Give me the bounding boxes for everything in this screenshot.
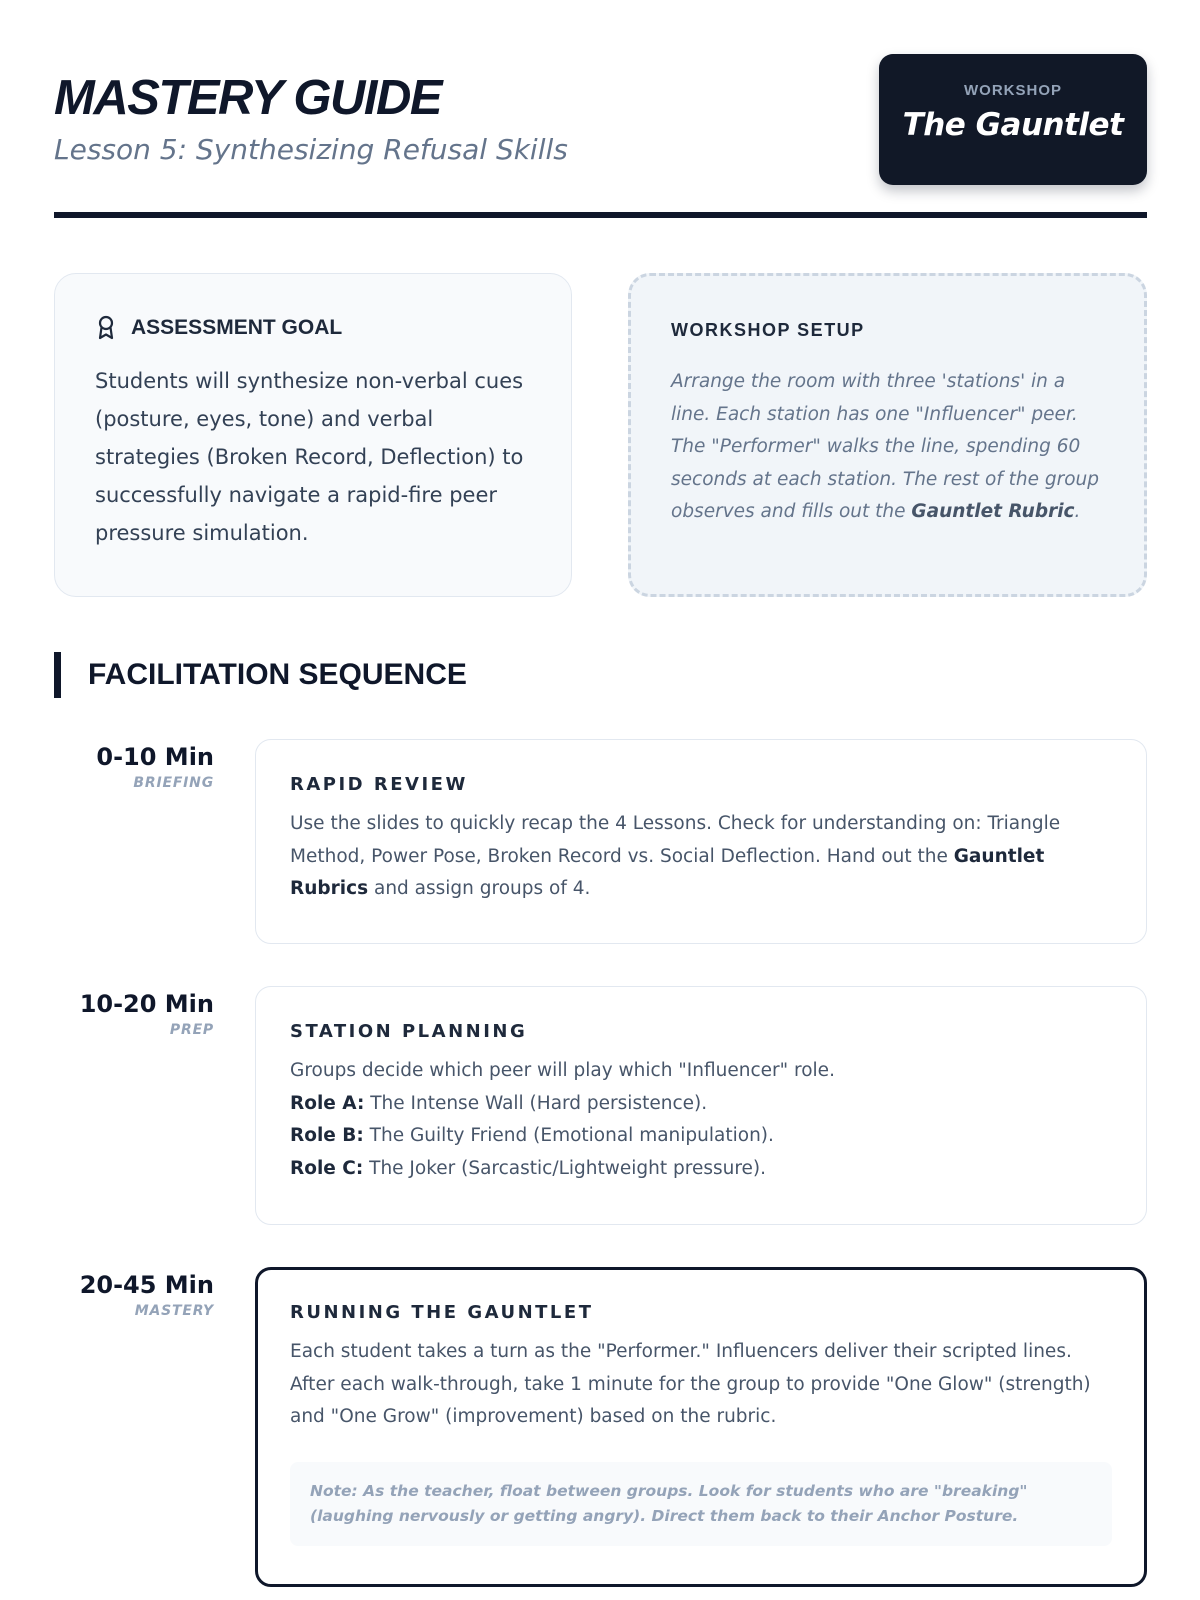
- step-tag: MASTERY: [134, 1303, 214, 1319]
- assessment-goal-label: ASSESSMENT GOAL: [131, 316, 343, 339]
- section-heading: FACILITATION SEQUENCE: [54, 652, 467, 698]
- step-card-rapid-review: [255, 739, 1147, 944]
- step-title: STATION PLANNING: [290, 1021, 528, 1042]
- badge-title: The Gauntlet: [902, 107, 1124, 143]
- role-b-label: Role B:: [290, 1125, 364, 1146]
- step-title: RUNNING THE GAUNTLET: [290, 1302, 594, 1323]
- role-c-text: The Joker (Sarcastic/Lightweight pressure).: [363, 1157, 767, 1179]
- step-card-station-planning: [255, 986, 1147, 1225]
- setup-text-end: .: [1074, 501, 1081, 522]
- page-title: MASTERY GUIDE: [54, 71, 442, 125]
- role-a: [290, 1088, 1112, 1121]
- step-time-block: [44, 988, 214, 1038]
- step-tag: PREP: [169, 1022, 214, 1038]
- step-title: RAPID REVIEW: [290, 774, 468, 795]
- step-body-text: Use the slides to quickly recap the 4 Lessons. Check for understanding on: Triangle Method, Power Pose, Broken Record vs. Social Deflection. Hand out the: [290, 813, 1061, 867]
- page-subtitle: Lesson 5: Synthesizing Refusal Skills: [54, 133, 568, 166]
- assessment-goal-card: [54, 273, 572, 597]
- step-intro: Groups decide which peer will play which "Influencer" role.: [290, 1060, 835, 1081]
- ribbon-icon: [95, 315, 117, 341]
- page: [54, 0, 1147, 1525]
- role-a-text: The Intense Wall (Hard persistence).: [364, 1092, 708, 1114]
- role-c-label: Role C:: [290, 1157, 364, 1179]
- assessment-goal-text: Students will synthesize non-verbal cues (posture, eyes, tone) and verbal strategies (Broken Record, Deflection) to successfully navigate a rapid-fire peer pressure simulation.: [95, 369, 524, 545]
- workshop-badge: [879, 54, 1147, 185]
- step-body-end: and assign groups of 4.: [368, 878, 591, 899]
- step-time: 20-45 Min: [79, 1271, 214, 1299]
- step-body: [290, 808, 1112, 906]
- assessment-goal-header: [95, 310, 531, 346]
- setup-text-main: Arrange the room with three 'stations' in a line. Each station has one "Influencer" peer. The "Performer" walks the line, spending 60 seconds at each station. The rest of the group observes and fills out the: [671, 371, 1100, 522]
- workshop-setup-text: [671, 366, 1104, 529]
- badge-kicker: WORKSHOP: [964, 82, 1062, 99]
- role-a-label: Role A:: [290, 1092, 365, 1114]
- setup-text-rubric: Gauntlet Rubric: [911, 501, 1075, 522]
- role-b-text: The Guilty Friend (Emotional manipulation).: [363, 1125, 774, 1146]
- role-c: [290, 1153, 1112, 1186]
- step-body: Each student takes a turn as the "Performer." Influencers deliver their scripted lines. After each walk-through, take 1 minute for the group to provide "One Glow" (strength) and "One Grow" (improvement) based on the rubric.: [290, 1341, 1091, 1427]
- workshop-setup-label: WORKSHOP SETUP: [671, 320, 865, 340]
- header: [54, 0, 1147, 220]
- step-body: [290, 1055, 1112, 1185]
- step-time-block: [44, 741, 214, 791]
- workshop-setup-card: [628, 273, 1147, 597]
- teacher-note: Note: As the teacher, float between groups. Look for students who are "breaking" (laughing nervously or getting angry). Direct them back to their Anchor Posture.: [290, 1462, 1112, 1546]
- step-time: 10-20 Min: [79, 990, 214, 1018]
- step-tag: BRIEFING: [133, 775, 214, 791]
- step-time-block: [44, 1269, 214, 1319]
- header-divider: [54, 212, 1147, 218]
- role-b: [290, 1120, 1112, 1153]
- step-card-running-the-gauntlet: [255, 1267, 1147, 1587]
- step-body-bold: Gauntlet Rubrics: [290, 845, 1045, 899]
- step-time: 0-10 Min: [96, 743, 214, 771]
